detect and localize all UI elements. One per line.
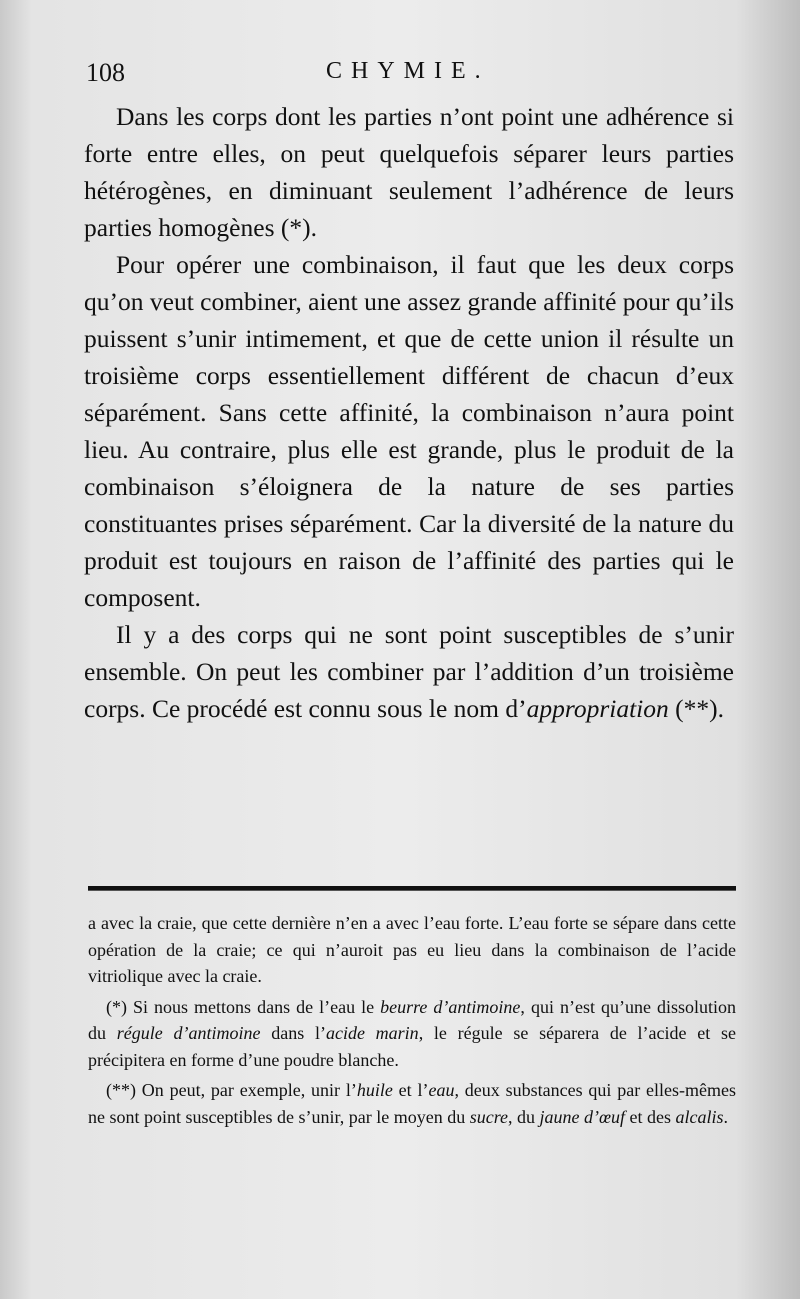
paragraph-1: Dans les corps dont les parties n’ont point une adhérence si forte entre elles, on peut quelquefois séparer leurs parties hétérogènes, en diminuant seulement l’adhérence de leurs parties homogènes (*). — [84, 102, 734, 242]
footnote-1-text: (*) Si nous mettons dans de l’eau le — [106, 996, 381, 1017]
paragraph-2: Pour opérer une combinaison, il faut que les deux corps qu’on veut combiner, aient une assez grande affinité pour qu’ils puissent s’unir intimement, et que de cette union il résulte un troisième corps essentiellement différent de chacun d’eux séparément. Sans cette affinité, la combinaison n’aura point lieu. Au contraire, plus elle est grande, plus le produit de la combinaison s’éloignera de la nature de ses parties constituantes prises séparément. Car la diversité de la nature du produit est toujours en raison de l’affinité des parties qui le composent. — [84, 250, 734, 612]
footnote-1-italic: beurre d’antimoine — [380, 996, 521, 1017]
footnote-2-text: (**) On peut, par exemple, unir l’ — [106, 1080, 357, 1100]
footnotes — [88, 910, 736, 1130]
footnote-2-italic: huile — [356, 1080, 393, 1100]
footnote-2-text: , du — [508, 1106, 540, 1127]
footnote-2-text: , deux substances qui par elles-mêmes ne sont point susceptibles de s’unir, par le moyen du — [88, 1080, 736, 1127]
footnote-2-text: et des — [625, 1106, 676, 1127]
footnote-continued: a avec la craie, que cette dernière n’en a avec l’eau forte. L’eau forte se sépare dans cette opération de la craie; ce qui n’auroit pas eu lieu dans la combinaison de l’acide vitriolique avec la craie. — [88, 913, 736, 986]
page-header — [86, 58, 736, 94]
page-number: 108 — [86, 58, 125, 87]
footnote-1-text: , qui n’est qu’une dissolution du — [88, 996, 736, 1043]
footnote-1-italic: acide marin — [325, 1023, 419, 1043]
footnote-rule — [88, 886, 736, 891]
footnote-1-text: , le régule se séparera de l’acide et se précipitera en forme d’une poudre blanche. — [88, 1023, 736, 1070]
main-text — [84, 98, 734, 727]
footnote-2-italic: sucre — [469, 1106, 509, 1127]
footnote-1-italic: régule d’antimoine — [116, 1023, 261, 1043]
footnote-1-text: dans l’ — [260, 1023, 326, 1043]
running-title: CHYMIE. — [326, 58, 490, 84]
footnote-2-italic: eau — [428, 1080, 455, 1100]
footnote-2-italic: alcalis — [675, 1106, 724, 1127]
paragraph-3-text: Il y a des corps qui ne sont point susceptibles de s’unir ensemble. On peut les combiner par l’addition d’un troisième corps. Ce procédé est connu sous le nom d’ — [84, 620, 734, 723]
paragraph-3 — [84, 616, 734, 727]
appropriation-term: appropriation — [526, 694, 669, 723]
footnote-2-text: . — [723, 1106, 729, 1127]
footnote-1 — [88, 994, 736, 1074]
paragraph-3-end: (**). — [668, 694, 724, 723]
footnote-2-text: et l’ — [392, 1080, 429, 1100]
footnote-2 — [88, 1077, 736, 1130]
footnote-2-italic: jaune d’œuf — [539, 1106, 626, 1127]
